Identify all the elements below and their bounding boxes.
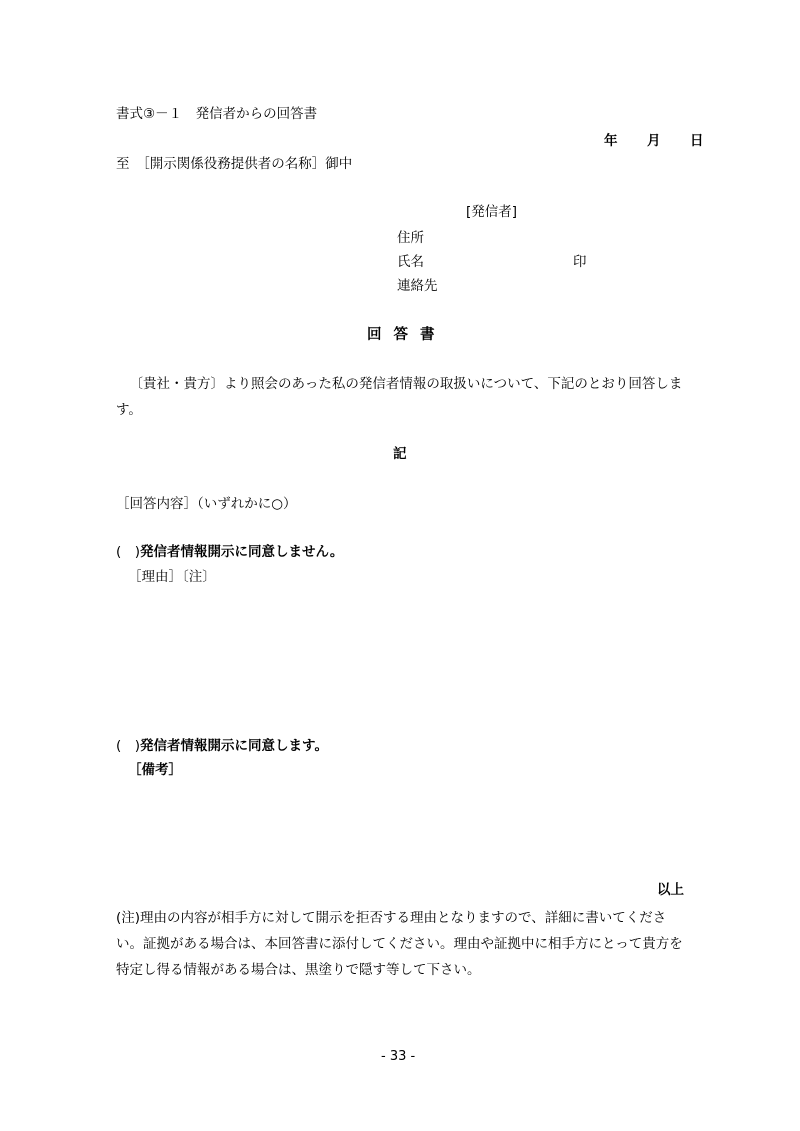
date-text: 年 月 日 (604, 133, 712, 149)
document-title: 回答書 (367, 327, 447, 343)
option-consent-checkbox[interactable]: ( ) (116, 738, 141, 754)
intro-paragraph: 〔貴社・貴方〕より照会のあった私の発信者情報の取扱いについて、下記のとおり回答します。 (116, 376, 683, 418)
sender-heading: [発信者] (466, 204, 518, 220)
page-number: - 33 - (381, 1049, 416, 1064)
option-consent-text: 発信者情報開示に同意します。 (140, 738, 328, 754)
option-consent (116, 740, 328, 754)
reason-label: ［理由］〔注〕 (128, 569, 216, 585)
option-decline (116, 546, 343, 560)
option-decline-checkbox[interactable]: ( ) (116, 544, 141, 560)
name-label: 氏名 (397, 254, 424, 270)
remarks-label: ［備考］ (128, 762, 182, 778)
note-paragraph: (注)理由の内容が相手方に対して開示を拒否する理由となりますので、詳細に書いてください。証拠がある場合は、本回答書に添付してください。理由や証拠中に相手方にとって貴方を特定し得る情報がある場合は、黒塗りで隠す等して下さい。 (116, 910, 683, 978)
contact-label: 連絡先 (397, 278, 438, 294)
date-line (604, 135, 712, 149)
form-label: 書式③－１ 発信者からの回答書 (116, 106, 318, 122)
address-label: 住所 (397, 230, 424, 246)
ijo-closing: 以上 (657, 882, 684, 898)
answer-heading: ［回答内容］（いずれかに○） (116, 496, 297, 512)
ki-heading: 記 (393, 446, 407, 462)
seal-label: 印 (573, 254, 587, 270)
option-decline-text: 発信者情報開示に同意しません。 (140, 544, 344, 560)
recipient-line: 至 ［開示関係役務提供者の名称］御中 (116, 156, 353, 172)
